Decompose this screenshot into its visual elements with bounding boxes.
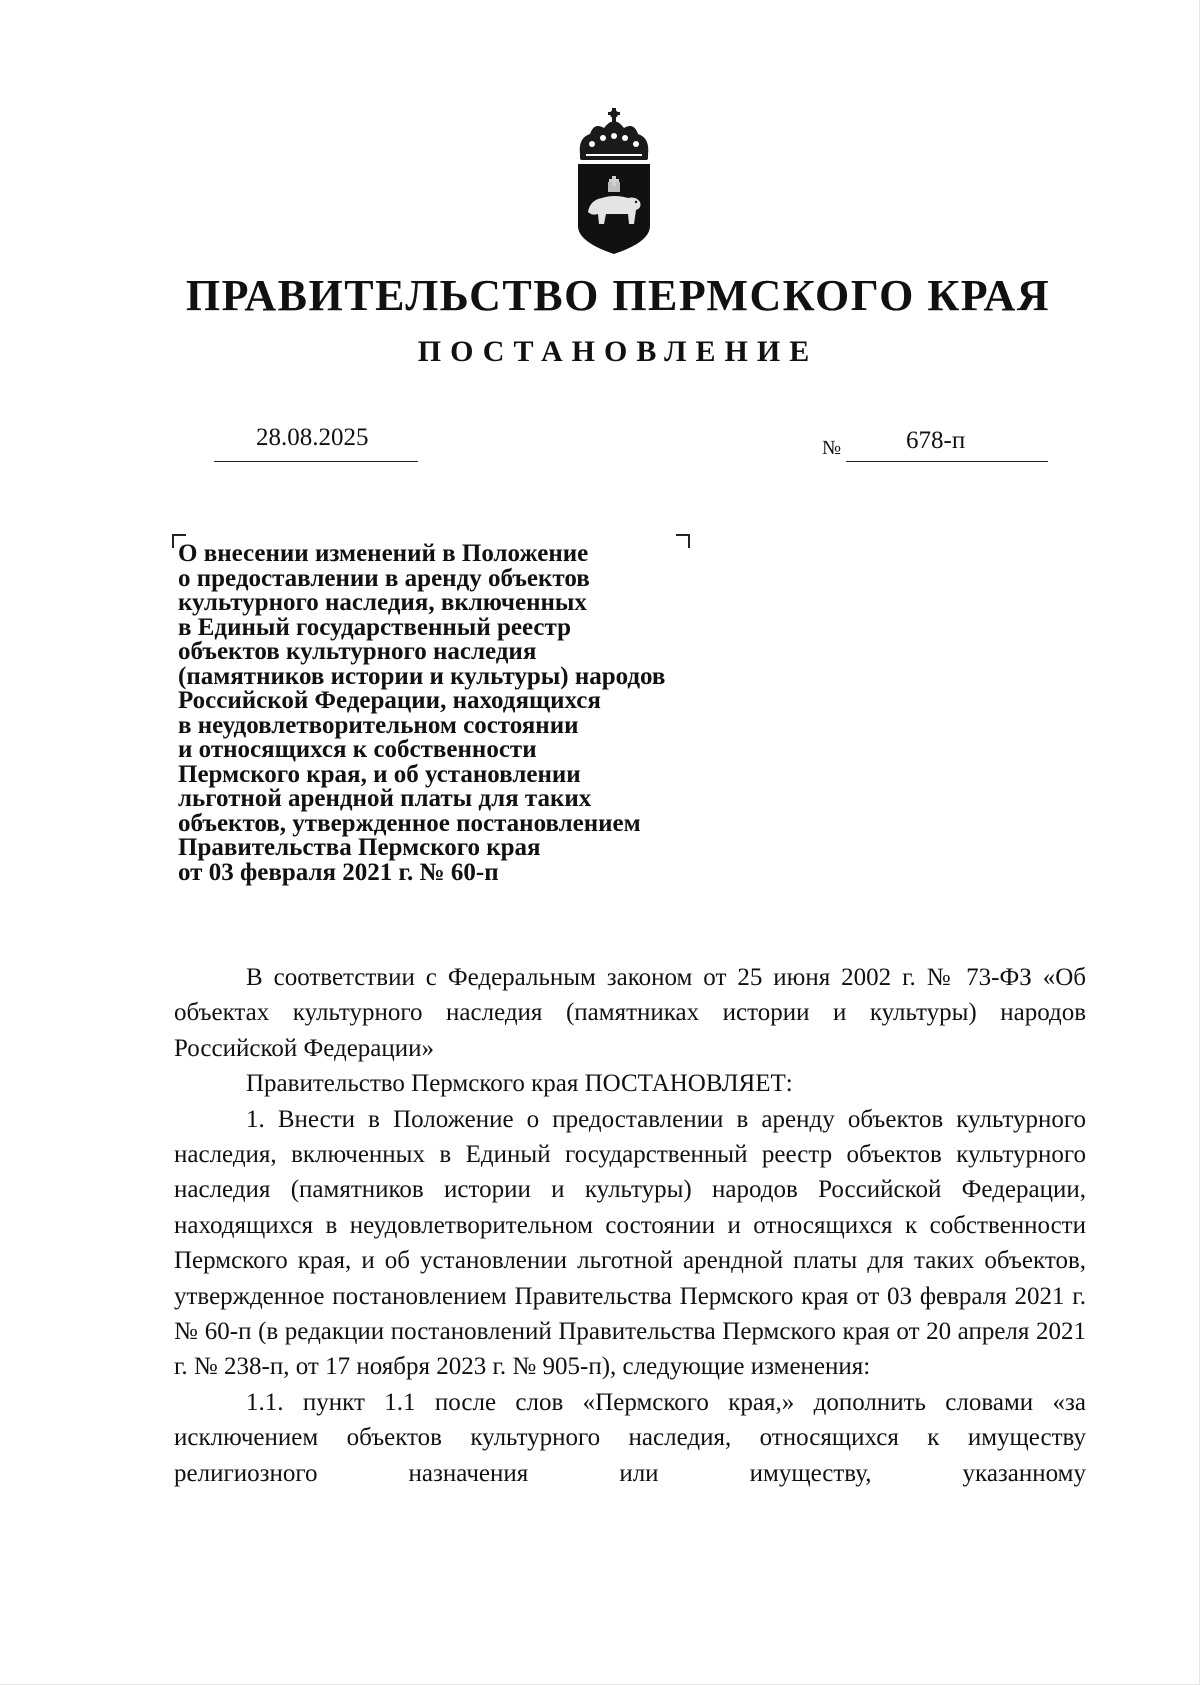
item-1-1-paragraph: 1.1. пункт 1.1 после слов «Пермского края,» дополнить словами «за исключением объектов культурного наследия, относящихся к имуществу религиозного назначения или имуществу, указанному bbox=[174, 1388, 1086, 1487]
title-line: о предоставлении в аренду объектов bbox=[178, 564, 590, 592]
title-line: (памятников истории и культуры) народов bbox=[178, 662, 666, 690]
title-line: объектов, утвержденное постановлением bbox=[178, 809, 641, 837]
document-title bbox=[178, 542, 665, 885]
title-line: в неудовлетворительном состоянии bbox=[178, 711, 579, 739]
number-underline bbox=[846, 461, 1048, 462]
title-line: от 03 февраля 2021 г. № 60-п bbox=[178, 858, 499, 886]
preamble-paragraph: В соответствии с Федеральным законом от 25 июня 2002 г. № 73-ФЗ «Об объектах культурного наследия (памятниках истории и культуры) народов Российской Федерации» bbox=[174, 964, 1086, 1062]
document-body bbox=[174, 960, 1086, 1491]
title-corner-mark-right bbox=[676, 534, 690, 548]
document-type: ПОСТАНОВЛЕНИЕ bbox=[417, 335, 819, 368]
title-line: культурного наследия, включенных bbox=[178, 589, 587, 616]
date-underline bbox=[214, 461, 418, 462]
title-line: Правительства Пермского края bbox=[178, 834, 541, 861]
title-line: О внесении изменений в Положение bbox=[178, 540, 589, 567]
title-line: Российской Федерации, находящихся bbox=[178, 687, 601, 714]
title-line: и относящихся к собственности bbox=[178, 736, 537, 763]
document-date: 28.08.2025 bbox=[256, 424, 369, 451]
item-1-paragraph: 1. Внести в Положение о предоставлении в аренду объектов культурного наследия, включенных в Единый государственный реестр объектов культурного наследия (памятников истории и культуры) народов Российской Федерации, находящихся в неудовлетворительном состоянии и относящихся к собственности Пермского края, и об установлении льготной арендной платы для таких объектов, утвержденное постановлением Правительства Пермского края от 03 февраля 2021 г. № 60-п (в редакции постановлений Правительства Пермского края от 20 апреля 2021 г. № 238-п, от 17 ноября 2023 г. № 905-п), следующие изменения: bbox=[174, 1105, 1086, 1381]
coat-of-arms-emblem bbox=[570, 108, 658, 258]
document-number: 678-п bbox=[906, 427, 966, 454]
number-sign: № bbox=[822, 437, 842, 459]
title-line: льготной арендной платы для таких bbox=[178, 785, 592, 812]
resolution-clause: Правительство Пермского края ПОСТАНОВЛЯЕТ: bbox=[246, 1070, 793, 1098]
title-line: в Единый государственный реестр bbox=[178, 613, 571, 641]
organization-name: ПРАВИТЕЛЬСТВО ПЕРМСКОГО КРАЯ bbox=[185, 271, 1051, 320]
title-line: Пермского края, и об установлении bbox=[178, 760, 581, 788]
title-line: объектов культурного наследия bbox=[178, 638, 537, 665]
